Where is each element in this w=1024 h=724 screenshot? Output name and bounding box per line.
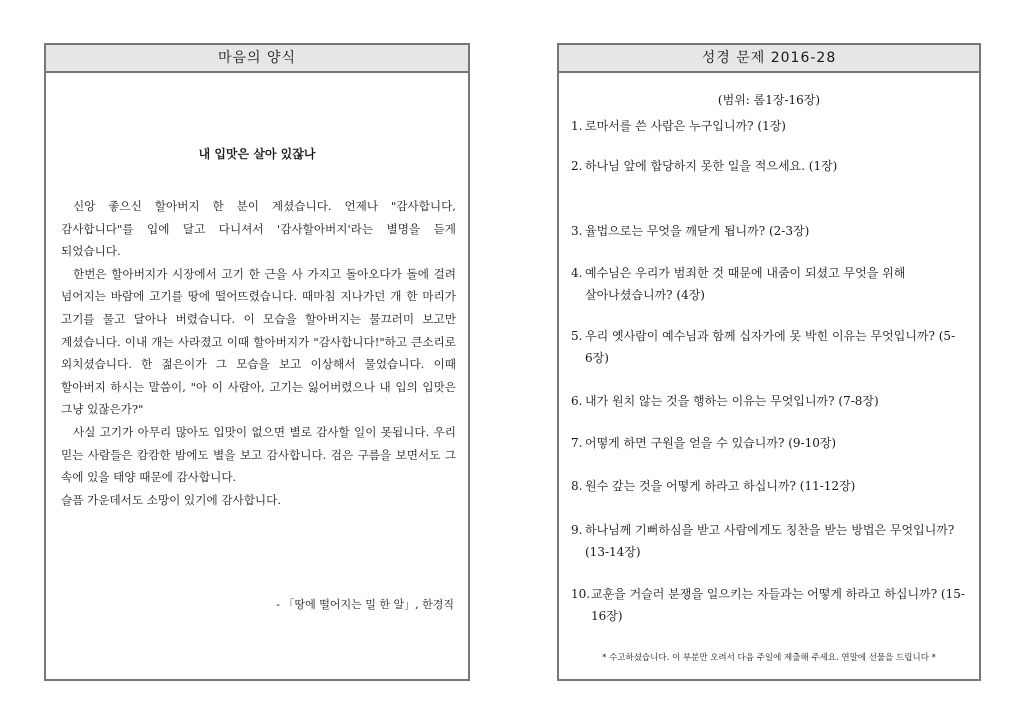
question-number: 8. <box>571 479 583 493</box>
question-3 <box>571 220 967 242</box>
question-number: 1. <box>571 119 583 133</box>
essay-paragraph: 신앙 좋으신 할아버지 한 분이 계셨습니다. 언제나 "감사합니다, 감사합니다"를 입에 달고 다니셔서 '감사할아버지'라는 별명을 듣게 되었습니다. <box>61 199 456 259</box>
question-6 <box>571 390 967 412</box>
essay-source: - 「땅에 떨어지는 밀 한 알」, 한경직 <box>276 598 454 611</box>
essay-paragraph: 한번은 할아버지가 시장에서 고기 한 근을 사 가지고 돌아오다가 돌에 걸려 넘어지는 바람에 고기를 땅에 떨어뜨렸습니다. 때마침 지나가던 개 한 마리가 고기를 물고 달아나 버렸습니다. 이 모습을 할아버지는 물끄러미 보고만 계셨습니다. 이내 개는 사라졌고 이때 할아버지가 "감사합니다!"하고 큰소리로 외치셨습니다. 한 젊은이가 그 모습을 보고 이상해서 물었습니다. 이때 할아버지 하시는 말씀이, "아 이 사람아, 고기는 잃어버렸으나 내 입의 입맛은 그냥 있잖은가?" <box>61 266 456 417</box>
question-text: 어떻게 하면 구원을 얻을 수 있습니까? (9-10장) <box>585 436 837 450</box>
question-text: 예수님은 우리가 범죄한 것 때문에 내줌이 되셨고 무엇을 위해 살아나셨습니까? (4장) <box>585 266 906 302</box>
question-text: 하나님 앞에 합당하지 못한 일을 적으세요. (1장) <box>585 159 838 173</box>
question-number: 2. <box>571 159 583 173</box>
question-text: 하나님께 기뻐하심을 받고 사람에게도 칭찬을 받는 방법은 무엇입니까? (13-14장) <box>585 523 955 559</box>
quiz-header: 성경 문제 2016-28 <box>559 45 979 73</box>
question-4 <box>571 262 967 306</box>
submission-note: * 수고하셨습니다. 이 부분만 오려서 다음 주일에 제출해 주세요. 연말에 선물을 드립니다 * <box>602 653 936 663</box>
question-text: 내가 원치 않는 것을 행하는 이유는 무엇입니까? (7-8장) <box>585 394 879 408</box>
question-text: 율법으로는 무엇을 깨닫게 됩니까? (2-3장) <box>585 224 810 238</box>
question-2 <box>571 155 967 177</box>
question-number: 7. <box>571 436 583 450</box>
question-text: 교훈을 거슬러 분쟁을 일으키는 자들과는 어떻게 하라고 하십니까? (15-16장) <box>591 587 965 623</box>
question-5 <box>571 325 967 369</box>
bible-quiz-panel <box>557 43 981 681</box>
question-8 <box>571 475 967 497</box>
essay-paragraph: 슬픔 가운데서도 소망이 있기에 감사합니다. <box>61 492 282 507</box>
question-number: 4. <box>571 266 583 280</box>
question-number: 5. <box>571 329 583 343</box>
question-number: 9. <box>571 523 583 537</box>
question-1 <box>571 115 967 137</box>
essay-paragraph: 사실 고기가 아무리 많아도 입맛이 없으면 별로 감사할 일이 못됩니다. 우리 믿는 사람들은 캄캄한 밤에도 별을 보고 감사합니다. 검은 구름을 보면서도 그 속에 있을 태양 때문에 감사합니다. <box>61 424 456 485</box>
question-number: 6. <box>571 394 583 408</box>
question-number: 10. <box>571 587 591 601</box>
question-7 <box>571 432 967 454</box>
question-9 <box>571 519 967 563</box>
question-number: 3. <box>571 224 583 238</box>
quiz-range: (범위: 롬1장-16장) <box>717 93 821 107</box>
question-10 <box>571 583 967 627</box>
question-text: 원수 갚는 것을 어떻게 하라고 하십니까? (11-12장) <box>585 479 856 493</box>
essay-body <box>61 195 456 511</box>
question-text: 우리 옛사람이 예수님과 함께 십자가에 못 박힌 이유는 무엇입니까? (5-6장) <box>585 329 956 365</box>
devotional-header: 마음의 양식 <box>46 45 468 73</box>
essay-title: 내 입맛은 살아 있잖나 <box>198 147 316 161</box>
question-text: 로마서를 쓴 사람은 누구입니까? (1장) <box>585 119 786 133</box>
devotional-panel <box>44 43 470 681</box>
